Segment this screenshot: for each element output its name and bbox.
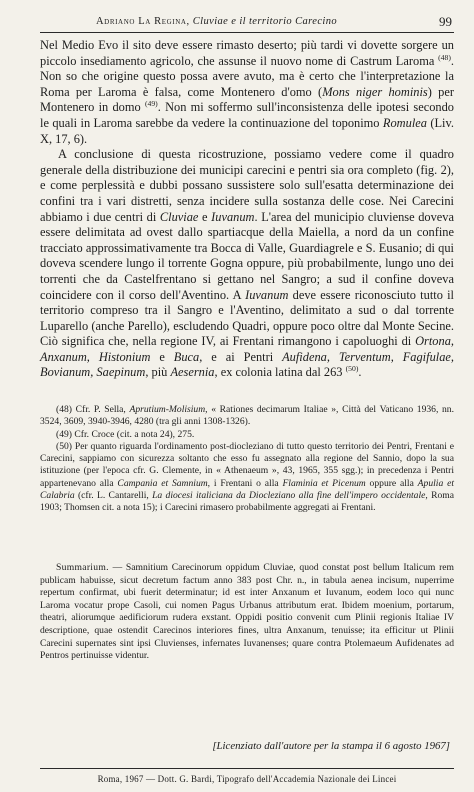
text-run: (cfr. L. Cantarelli,	[74, 490, 153, 502]
running-head	[96, 16, 337, 27]
text-run: . L'area del municipio cluviense doveva essere delimitata ad ovest dallo spartiacque della Maiella, a nord da un confine tracciato approssimativamente tra Bocca di Valle, Guardiagrele e S. Eusanio; di qui doveva scendere lungo il torrente Gogna oppure, più probabilmente, lungo uno dei torrenti che da Castelfrentano si gettano nel Sangro; a sud il confine doveva coincidere con il corso dell'Aventino. A	[40, 209, 455, 302]
summary-text: — Samnitium Carecinorum oppidum Cluviae, quod constat post bellum Italicum rem publicam habuisse, sicut decretum factum anno 383 post Chr. n., in tabula aenea incisum, nuperrime repertum confirmat, ubi fuerit determinatur; id est inter Anxanum et Iuvanum, eodem loco qui nunc Laroma vocatur prope Casoli, cui nomen Pagus Urbanus attributum erat. Ibidem moenium, portarum, theatri, aliorumque aedificiorum rudera exstant. Oppidi positio convenit cum Plinii regionis Italiae IV descriptione, quae ostendit Carecinos interiores fines, ultra Anxanum, tenuisse; ita efficitur ut Plinii Carecini supernates sint ipsi Cluvienses, infernates Iuvanenses; quare contra Ptolemaeum Aufidenates ad Pentros pertinuisse videntur.	[40, 562, 454, 662]
footnote-50	[40, 441, 454, 515]
italic-text: Buca	[173, 349, 200, 364]
italic-text: Apulia et Calabria	[40, 477, 454, 502]
page-number: 99	[439, 14, 452, 29]
text-run: , Roma 1903; Thomsen cit. a nota 15); i Carecini rimasero probabilmente aggregati ai Frentani.	[40, 490, 454, 514]
text-run: .	[358, 365, 362, 380]
italic-text: Aprutium-Molisium	[129, 404, 206, 415]
text-run: (Liv. X, 17, 6).	[40, 115, 454, 146]
italic-text: La diocesi italiciana da Diocleziano alla fine dell'impero occidentale	[152, 490, 426, 502]
italic-text: Flaminia et Picenum	[282, 477, 366, 489]
italic-text: Iuvanum	[245, 287, 289, 302]
text-run: , « Rationes decimarum Italiae », Città del Vaticano 1936, nn. 3524, 3609, 3940-3946, 4280 (tra gli anni 1308-1326).	[40, 404, 454, 428]
text-run: , più	[145, 365, 171, 380]
text-run: Nel Medio Evo il sito deve essere rimasto deserto; più tardi vi dovette sorgere un piccolo insediamento agricolo, che assunse il nuovo nome di Castrum Laroma	[40, 38, 454, 68]
text-run: e	[198, 209, 212, 224]
text-run: , i Frentani o alla	[207, 477, 283, 489]
text-run: . Non mi soffermo sull'inconsistenza delle ipotesi secondo le quali in Laroma sarebbe da vedere la continuazione del toponimo	[40, 100, 454, 130]
italic-text: Aesernia	[170, 365, 215, 380]
italic-text: Aufidena, Terventum, Fagifulae, Bovianum, Saepinum	[40, 349, 454, 380]
paragraph-laroma	[40, 38, 454, 147]
text-run: deve essere riconosciuto tutto il territorio compreso tra il Sangro e l'Aventino, delimitato a sud o dal torrente Luparello (anche Parello), escludendo Quadri, oppure poco oltre dal Monte Secine. Ciò significa che, nella regione IV, ai Frentani rimangono i capoluoghi di	[40, 287, 454, 349]
footnote-49	[40, 429, 454, 441]
footnote-ref: (48)	[438, 52, 451, 62]
italic-text: Ortona, Anxanum, Histonium	[40, 334, 454, 364]
footnotes	[40, 404, 454, 515]
running-header	[40, 16, 454, 33]
text-run: A conclusione di questa ricostruzione, possiamo vedere come il quadro generale della distribuzione dei municipi carecini e pentri sia ora completo (fig. 2), e come perplessità e dubbi possano sussistere solo sull'esatta determinazione dei confini tra i vari distretti, senza incidere sulla sostanza delle cose. Nei Carecini abbiamo i due centri di	[40, 147, 454, 224]
summary-section	[40, 562, 454, 663]
footnote-ref: (50)	[345, 364, 359, 374]
running-head-title: Cluviae e il territorio Carecino	[192, 16, 337, 27]
text-run: oppure alla	[365, 477, 418, 489]
text-run: (50) Per quanto riguarda l'ordinamento post-diocleziano di tutto questo territorio dei Pentri, Frentani e Carecini, sappiamo con sicurezza soltanto che esso fu assegnato alla regione del Sannio, dopo la sua istituzione (per l'epoca cfr. G. Clemente, in « Athenaeum », 43, 1965, 355 sgg.); in precedenza i Pentri appartenevano alla	[40, 440, 454, 489]
italic-text: Mons niger hominis	[322, 84, 428, 99]
text-run: e	[150, 349, 174, 364]
printer-footer: Roma, 1967 — Dott. G. Bardi, Tipografo dell'Accademia Nazionale dei Lincei	[40, 768, 454, 784]
text-run: (48) Cfr. P. Sella,	[56, 404, 130, 415]
italic-text: Campania et Samnium	[117, 477, 208, 489]
italic-text: Romulea	[382, 115, 427, 130]
running-head-author: Adriano La Regina,	[96, 16, 190, 27]
summary-paragraph	[40, 562, 454, 663]
body-text	[40, 38, 454, 381]
text-run: (49) Cfr. Croce (cit. a nota 24), 275.	[56, 428, 195, 440]
text-run: ) per Montenero in domo	[40, 84, 454, 115]
paragraph-conclusion	[40, 147, 454, 381]
footnote-48	[40, 404, 454, 429]
text-run: , e ai Pentri	[199, 349, 283, 364]
text-run: , ex colonia latina dal 263	[214, 365, 346, 380]
text-run: . Non so che origine questo possa avere avuto, ma è certo che l'interpretazione la Roma per Laroma è falsa, come Montenero d'omo (	[40, 53, 454, 99]
license-note: [Licenziato dall'autore per la stampa il 6 agosto 1967]	[212, 740, 450, 752]
footnote-ref: (49)	[144, 99, 158, 109]
summary-label: Summarium.	[56, 562, 109, 573]
italic-text: Iuvanum	[211, 209, 255, 224]
italic-text: Cluviae	[159, 209, 199, 224]
